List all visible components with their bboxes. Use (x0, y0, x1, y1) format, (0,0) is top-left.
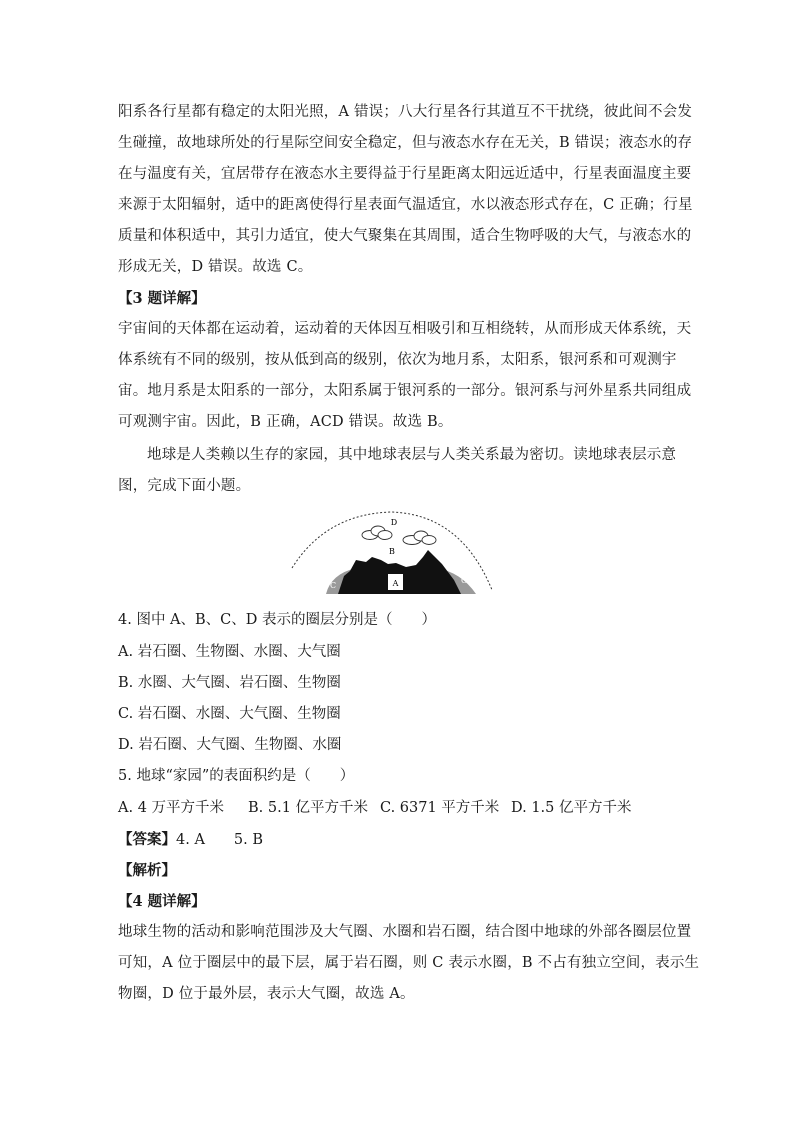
text-line: 在与温度有关，宜居带存在液态水主要得益于行星距离太阳远近适中，行星表面温度主要 (118, 166, 692, 182)
answer-label: 【答案】 (118, 831, 176, 848)
analysis-label: 【解析】 (118, 862, 176, 879)
cloud-icon (362, 526, 392, 540)
text-line: 形成无关，D 错误。故选 C。 (118, 259, 313, 275)
section-heading-q4: 【4 题详解】 (118, 893, 206, 910)
question-4-option-d: D. 岩石圈、大气圈、生物圈、水圈 (118, 737, 342, 753)
question-5-option-c: C. 6371 平方千米 (380, 800, 500, 816)
question-5-options (118, 793, 632, 824)
text-line: 图，完成下面小题。 (118, 478, 251, 494)
question-5-option-a: A. 4 万平方千米 (118, 800, 225, 816)
question-4-option-c: C. 岩石圈、水圈、大气圈、生物圈 (118, 706, 341, 722)
label-b: B (389, 547, 395, 556)
explanation-paragraph-3 (118, 314, 692, 438)
text-line: 质量和体积适中，其引力适宜，使大气聚集在其周围，适合生物呼吸的大气，与液态水的 (118, 228, 692, 244)
question-4-option-a: A. 岩石圈、生物圈、水圈、大气圈 (118, 644, 341, 660)
text-line: 来源于太阳辐射，适中的距离使得行星表面气温适宜，水以液态形式存在，C 正确；行星 (118, 197, 693, 213)
explanation-paragraph-2 (118, 97, 693, 283)
label-d: D (390, 518, 398, 527)
text-line: 体系统有不同的级别，按从低到高的级别，依次为地月系，太阳系，银河系和可观测宇 (118, 352, 677, 368)
question-5-option-b: B. 5.1 亿平方千米 (248, 800, 369, 816)
text-line: 宙。地月系是太阳系的一部分，太阳系属于银河系的一部分。银河系与河外星系共同组成 (118, 383, 692, 399)
text-line: 宇宙间的天体都在运动着，运动着的天体因互相吸引和互相绕转，从而形成天体系统，天 (118, 321, 692, 337)
answer-line (118, 824, 263, 856)
text-line: 可知，A 位于圈层中的最下层，属于岩石圈，则 C 表示水圈，B 不占有独立空间，表示生 (118, 955, 700, 971)
label-a: A (392, 579, 399, 588)
label-c-right: C (460, 576, 468, 585)
text-line: 可观测宇宙。因此，B 正确，ACD 错误。故选 B。 (118, 414, 453, 430)
text-line: 物圈，D 位于最外层，表示大气圈，故选 A。 (118, 986, 415, 1002)
text-line: 生碰撞，故地球所处的行星际空间安全稳定，但与液态水存在无关，B 错误；液态水的存 (118, 135, 693, 151)
cloud-icon (403, 531, 436, 545)
question-4-stem: 4. 图中 A、B、C、D 表示的圈层分别是（ ） (118, 612, 437, 628)
question-5-stem: 5. 地球“家园”的表面积约是（ ） (118, 768, 355, 784)
question-intro (118, 440, 680, 502)
label-c-left: C (329, 581, 337, 590)
section-heading-q3: 【3 题详解】 (118, 290, 206, 307)
text-line: 阳系各行星都有稳定的太阳光照，A 错误；八大行星各行其道互不干扰绕，彼此间不会发 (118, 104, 693, 120)
question-4-option-b: B. 水圈、大气圈、岩石圈、生物圈 (118, 675, 341, 691)
question-5-option-d: D. 1.5 亿平方千米 (511, 800, 632, 816)
answer-text: 4. A 5. B (176, 832, 264, 848)
explanation-paragraph-4 (118, 917, 700, 1010)
text-line: 地球生物的活动和影响范围涉及大气圈、水圈和岩石圈，结合图中地球的外部各圈层位置 (118, 924, 692, 940)
text-line: 地球是人类赖以生存的家园，其中地球表层与人类关系最为密切。读地球表层示意 (147, 447, 677, 463)
earth-surface-diagram (286, 508, 496, 600)
